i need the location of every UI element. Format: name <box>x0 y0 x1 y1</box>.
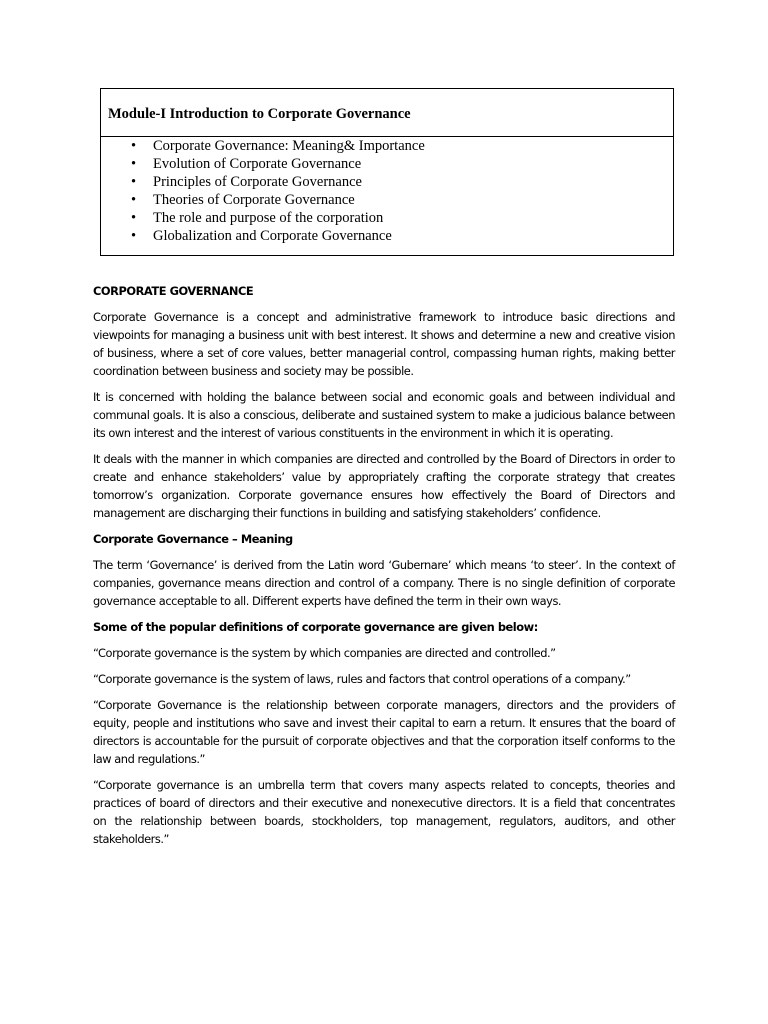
bullet-icon: • <box>131 138 137 154</box>
module-topic-item: • Evolution of Corporate Governance <box>131 156 362 172</box>
bullet-icon: • <box>131 192 137 208</box>
bullet-icon: • <box>131 156 137 172</box>
paragraph: It deals with the manner in which companies are directed and controlled by the Board of Directors in order to create and enhance stakeholders’ value by appropriately crafting the corporate strategy that creates tomorrow’s organization. Corporate governance ensures how effectively the Board of Directors and management are discharging their functions in building and satisfying stakeholders’ confidence. <box>93 452 675 520</box>
paragraph: Corporate Governance is a concept and administrative framework to introduce basic directions and viewpoints for managing a business unit with best interest. It shows and determine a new and creative vision of business, where a set of core values, better managerial control, compassing human rights, making better coordination between business and society may be possible. <box>93 310 675 378</box>
bullet-icon: • <box>131 228 137 244</box>
meaning-subheading: Corporate Governance – Meaning <box>93 532 293 546</box>
module-title: Module-I Introduction to Corporate Governance <box>101 89 673 137</box>
module-topic-item: • The role and purpose of the corporation <box>131 210 384 226</box>
document-body <box>93 282 675 856</box>
bullet-icon: • <box>131 174 137 190</box>
module-summary-box <box>100 88 674 256</box>
module-topic-list <box>101 137 425 245</box>
module-topic-item: • Globalization and Corporate Governance <box>131 228 392 244</box>
definition-quote: “Corporate governance is the system of laws, rules and factors that control operations of a company.” <box>93 672 631 686</box>
section-heading: CORPORATE GOVERNANCE <box>93 284 254 298</box>
bullet-icon: • <box>131 210 137 226</box>
paragraph: It is concerned with holding the balance between social and economic goals and between individual and communal goals. It is also a conscious, deliberate and sustained system to make a judicious balance between its own interest and the interest of various constituents in the environment in which it is operating. <box>93 390 675 440</box>
definitions-subheading: Some of the popular definitions of corporate governance are given below: <box>93 620 538 634</box>
paragraph: The term ‘Governance’ is derived from the Latin word ‘Gubernare’ which means ‘to steer’. In the context of companies, governance means direction and control of a company. There is no single definition of corporate governance acceptable to all. Different experts have defined the term in their own ways. <box>93 558 675 608</box>
definition-quote: “Corporate governance is an umbrella term that covers many aspects related to concepts, theories and practices of board of directors and their executive and nonexecutive directors. It is a field that concentrates on the relationship between boards, stockholders, top management, regulators, auditors, and other stakeholders.” <box>93 778 675 846</box>
module-topic-item: • Principles of Corporate Governance <box>131 174 362 190</box>
module-topic-item: • Theories of Corporate Governance <box>131 192 355 208</box>
definition-quote: “Corporate Governance is the relationship between corporate managers, directors and the providers of equity, people and institutions who save and invest their capital to earn a return. It ensures that the board of directors is accountable for the pursuit of corporate objectives and that the corporation itself conforms to the law and regulations.” <box>93 698 675 766</box>
definition-quote: “Corporate governance is the system by which companies are directed and controlled.” <box>93 646 556 660</box>
module-topic-item: • Corporate Governance: Meaning& Importance <box>131 138 425 154</box>
